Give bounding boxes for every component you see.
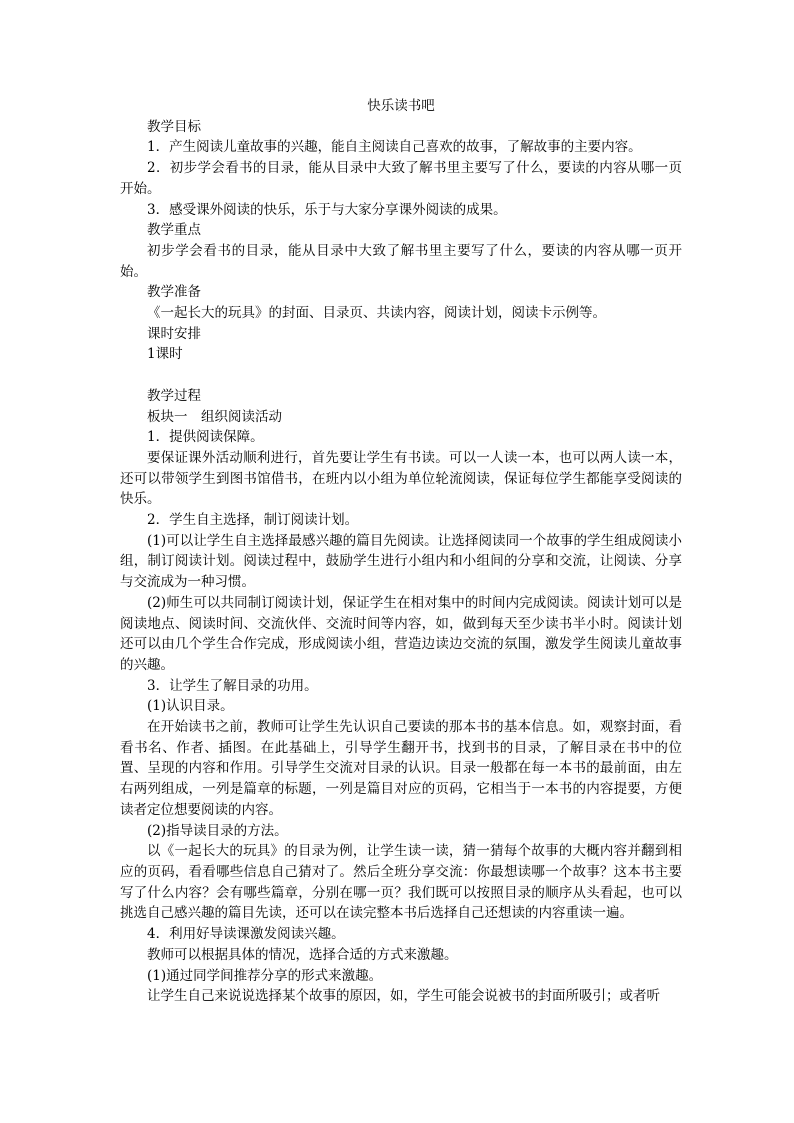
paragraph: 4．利用好导读课激发阅读兴趣。 bbox=[147, 926, 345, 943]
paragraph: (1)可以让学生自主选择最感兴趣的篇目先阅读。让选择阅读同一个故事的学生组成阅读小组，制订阅读计划。阅读过程中，鼓励学生进行小组内和小组间的分享和交流，让阅读、分享与交流成为一种习惯。 bbox=[120, 532, 682, 591]
paragraph: 3．让学生了解目录的功用。 bbox=[147, 677, 318, 694]
paragraph: 3．感受课外阅读的快乐，乐于与大家分享课外阅读的成果。 bbox=[147, 201, 507, 218]
paragraph: (1)通过同学间推荐分享的形式来激趣。 bbox=[147, 967, 383, 984]
paragraph: 2．初步学会看书的目录，能从目录中大致了解书里主要写了什么，要读的内容从哪一页开始。 bbox=[120, 160, 682, 197]
document-body bbox=[120, 117, 682, 1007]
paragraph: 1．产生阅读儿童故事的兴趣，能自主阅读自己喜欢的故事，了解故事的主要内容。 bbox=[147, 139, 642, 156]
blank-line bbox=[120, 365, 682, 386]
paragraph: 2．学生自主选择，制订阅读计划。 bbox=[147, 512, 359, 529]
paragraph: 教师可以根据具体的情况，选择合适的方式来激趣。 bbox=[147, 946, 458, 963]
paragraph: 《一起长大的玩具》的封面、目录页、共读内容，阅读计划，阅读卡示例等。 bbox=[147, 305, 606, 322]
paragraph: 在开始读书之前，教师可让学生先认识自己要读的那本书的基本信息。如，观察封面，看看书名、作者、插图。在此基础上，引导学生翻开书，找到书的目录，了解目录在书中的位置、呈现的内容和作用。引导学生交流对目录的认识。目录一般都在每一本书的最前面，由左右两列组成，一列是篇章的标题，一列是篇目对应的页码，它相当于一本书的内容提要，方便读者定位想要阅读的内容。 bbox=[120, 719, 682, 818]
document-page bbox=[120, 96, 682, 1007]
paragraph: 1．提供阅读保障。 bbox=[147, 429, 264, 446]
paragraph: 初步学会看书的目录，能从目录中大致了解书里主要写了什么，要读的内容从哪一页开始。 bbox=[120, 242, 682, 280]
section-heading: 教学准备 bbox=[147, 284, 201, 301]
section-heading: 教学过程 bbox=[147, 387, 201, 404]
section-heading: 课时安排 bbox=[147, 325, 201, 342]
paragraph: 让学生自己来说说选择某个故事的原因，如，学生可能会说被书的封面所吸引；或者听 bbox=[147, 988, 660, 1005]
paragraph: (2)指导读目录的方法。 bbox=[147, 822, 288, 839]
section-heading: 板块一 组织阅读活动 bbox=[147, 408, 282, 425]
document-title: 快乐读书吧 bbox=[367, 98, 435, 114]
paragraph: 1课时 bbox=[147, 346, 183, 363]
paragraph: 以《一起长大的玩具》的目录为例，让学生读一读，猜一猜每个故事的大概内容并翻到相应的页码，看看哪些信息自己猜对了。然后全班分享交流：你最想读哪一个故事？这本书主要写了什么内容？会有哪些篇章，分别在哪一页？我们既可以按照目录的顺序从头看起，也可以挑选自己感兴趣的篇目先读，还可以在读完整本书后选择自己还想读的内容重读一遍。 bbox=[120, 843, 682, 922]
paragraph: 要保证课外活动顺利进行，首先要让学生有书读。可以一人读一本，也可以两人读一本，还可以带领学生到图书馆借书，在班内以小组为单位轮流阅读，保证每位学生都能享受阅读的快乐。 bbox=[120, 449, 682, 508]
section-heading: 教学目标 bbox=[147, 118, 201, 135]
paragraph: (1)认识目录。 bbox=[147, 698, 234, 715]
section-heading: 教学重点 bbox=[147, 222, 201, 239]
paragraph: (2)师生可以共同制订阅读计划，保证学生在相对集中的时间内完成阅读。阅读计划可以是阅读地点、阅读时间、交流伙伴、交流时间等内容，如，做到每天至少读书半小时。阅读计划还可以由几个学生合作完成，形成阅读小组，营造边读边交流的氛围，激发学生阅读儿童故事的兴趣。 bbox=[120, 594, 682, 673]
